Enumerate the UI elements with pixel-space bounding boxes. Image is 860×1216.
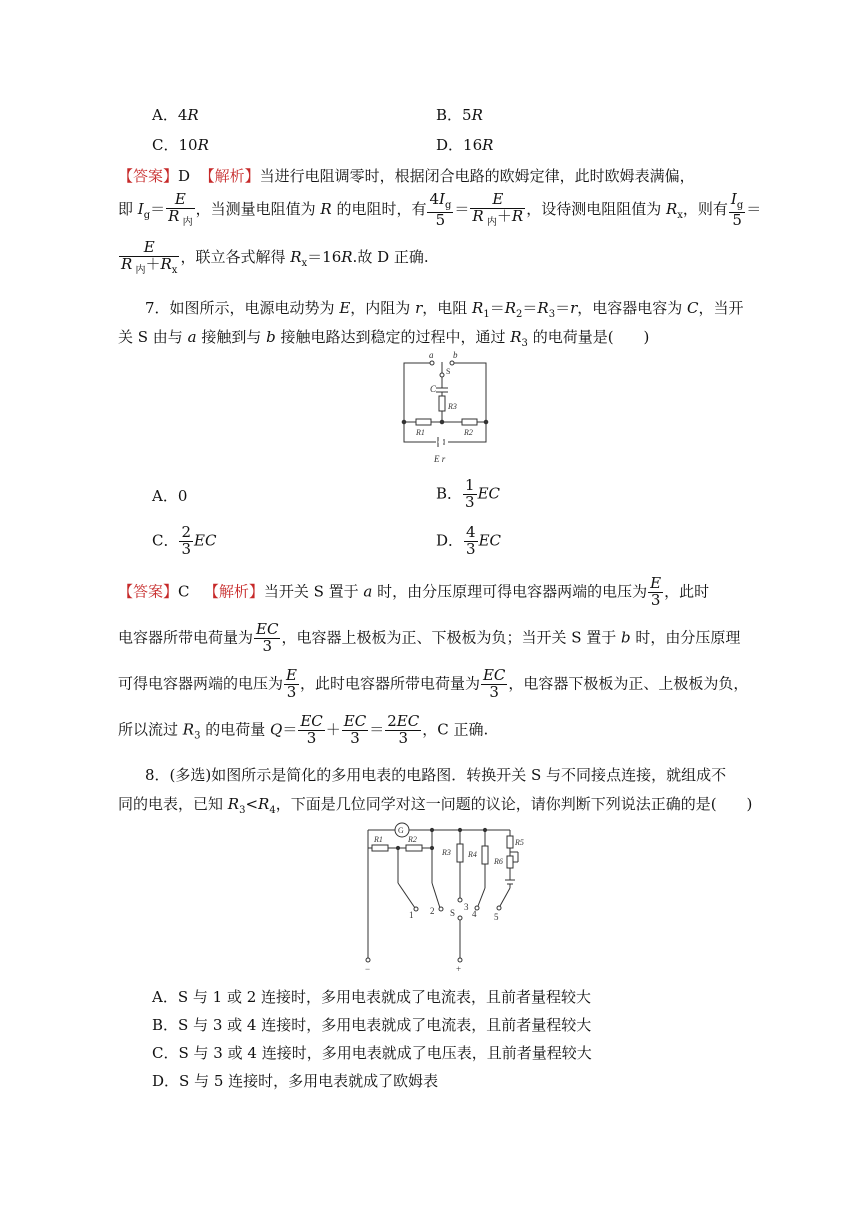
analysis-tag: 【解析】: [199, 167, 260, 185]
q6-option-a: A．4R: [152, 106, 199, 124]
q7-analysis-line-4: 所以流过 $R_3$ 的电荷量 Q＝ $\frac{EC}{3}$ ＋ $\frac{EC}{3}$ ＝ $\frac{2EC}{3}$ ，C 正确.: [118, 712, 489, 747]
label-r5: R5: [515, 838, 524, 847]
q7-circuit-diagram: [396, 350, 496, 472]
q8-option-c: C．S 与 3 或 4 连接时，多用电表就成了电压表，且前者量程较大: [152, 1044, 592, 1062]
q6-option-d: D．16R: [436, 136, 494, 154]
q6-answer-line: 【答案】D 【解析】当进行电阻调零时，根据闭合电路的欧姆定律，此时欧姆表满偏，: [118, 167, 695, 185]
label-minus: −: [365, 964, 371, 974]
q8-option-a: A．S 与 1 或 2 连接时，多用电表就成了电流表，且前者量程较大: [152, 988, 592, 1006]
label-r1: R1: [374, 835, 383, 844]
q7-answer: C: [178, 582, 190, 601]
label-r1: R1: [416, 428, 425, 437]
answer-tag: 【答案】: [118, 582, 179, 601]
label-r2: R2: [464, 428, 473, 437]
label-r2: R2: [408, 835, 417, 844]
answer-tag: 【答案】: [118, 167, 179, 185]
q7-option-a: A．0: [152, 487, 188, 505]
label-r4: R4: [468, 850, 477, 859]
label-3: 3: [464, 902, 469, 912]
q6-option-c: C．10R: [152, 136, 209, 154]
q7-analysis-line-2: 电容器所带电荷量为 $\frac{EC}{3}$ ，电容器上极板为正、下极板为负；当开关 S 置于 b 时，由分压原理: [118, 620, 741, 655]
q7-option-c: C． $\frac{2}{3}$ EC: [152, 523, 217, 558]
label-2: 2: [430, 906, 435, 916]
label-s: S: [450, 908, 456, 918]
q7-option-d: D． $\frac{4}{3}$ EC: [436, 523, 502, 558]
label-g: G: [398, 826, 404, 835]
label-r3: R3: [448, 402, 457, 411]
label-er: E r: [434, 454, 446, 464]
q6-option-b: B．5R: [436, 106, 483, 124]
label-c: C: [430, 384, 437, 394]
q8-stem-line-1: 8．(多选)如图所示是简化的多用电表的电路图．转换开关 S 与不同接点连接，就组成不: [145, 766, 727, 784]
label-plus: +: [456, 964, 462, 974]
q8-option-d: D．S 与 5 连接时，多用电表就成了欧姆表: [152, 1072, 439, 1090]
q6-analysis-line-3: $\frac{E}{R _内+R_x}$ ，联立各式解得 $R_x=16R$.故 D 正确.: [121, 238, 429, 276]
q8-stem-line-2: 同的电表，已知 $R_3<R_4$，下面是几位同学对这一问题的议论，请你判断下列说法正确的是( ): [118, 795, 753, 816]
label-4: 4: [472, 909, 477, 919]
q7-answer-line: 【答案】C 【解析】当开关 S 置于 a 时，由分压原理可得电容器两端的电压为 $\frac{E}{3}$ ，此时: [118, 574, 710, 609]
q8-circuit-diagram: [360, 818, 530, 976]
q6-analysis-line-2: 即 $I_g=$ $\frac{E}{R _内}$ ，当测量电阻值为 R 的电阻时，有 $\frac{4I_g}{5}$ ＝ $\frac{E}{R _内+R}$ ，设待测电阻阻值为 $R_x$，则有 $\frac{I_g}{5}$ ＝: [118, 190, 762, 229]
label-1: 1: [409, 910, 414, 920]
label-5: 5: [494, 912, 499, 922]
label-a: a: [429, 350, 434, 360]
analysis-tag: 【解析】: [203, 582, 264, 601]
label-b: b: [453, 350, 458, 360]
q7-stem-line-2: 关 S 由与 a 接触到与 b 接触电路达到稳定的过程中，通过 $R_3$ 的电荷量是( ): [118, 328, 650, 349]
label-s: S: [446, 367, 451, 376]
q6-answer: D: [178, 167, 191, 185]
q7-analysis-line-3: 可得电容器两端的电压为 $\frac{E}{3}$ ，此时电容器所带电荷量为 $\frac{EC}{3}$ ，电容器下极板为正、上极板为负，: [118, 666, 749, 701]
q7-stem-line-1: 7．如图所示，电源电动势为 E，内阻为 r，电阻 $R_1=R_2=R_3=r$，电容器电容为 C，当开: [145, 299, 744, 320]
q8-option-b: B．S 与 3 或 4 连接时，多用电表就成了电流表，且前者量程较大: [152, 1016, 592, 1034]
q7-option-b: B． $\frac{1}{3}$ EC: [436, 476, 501, 511]
label-r3: R3: [442, 848, 451, 857]
label-r6: R6: [494, 857, 503, 866]
